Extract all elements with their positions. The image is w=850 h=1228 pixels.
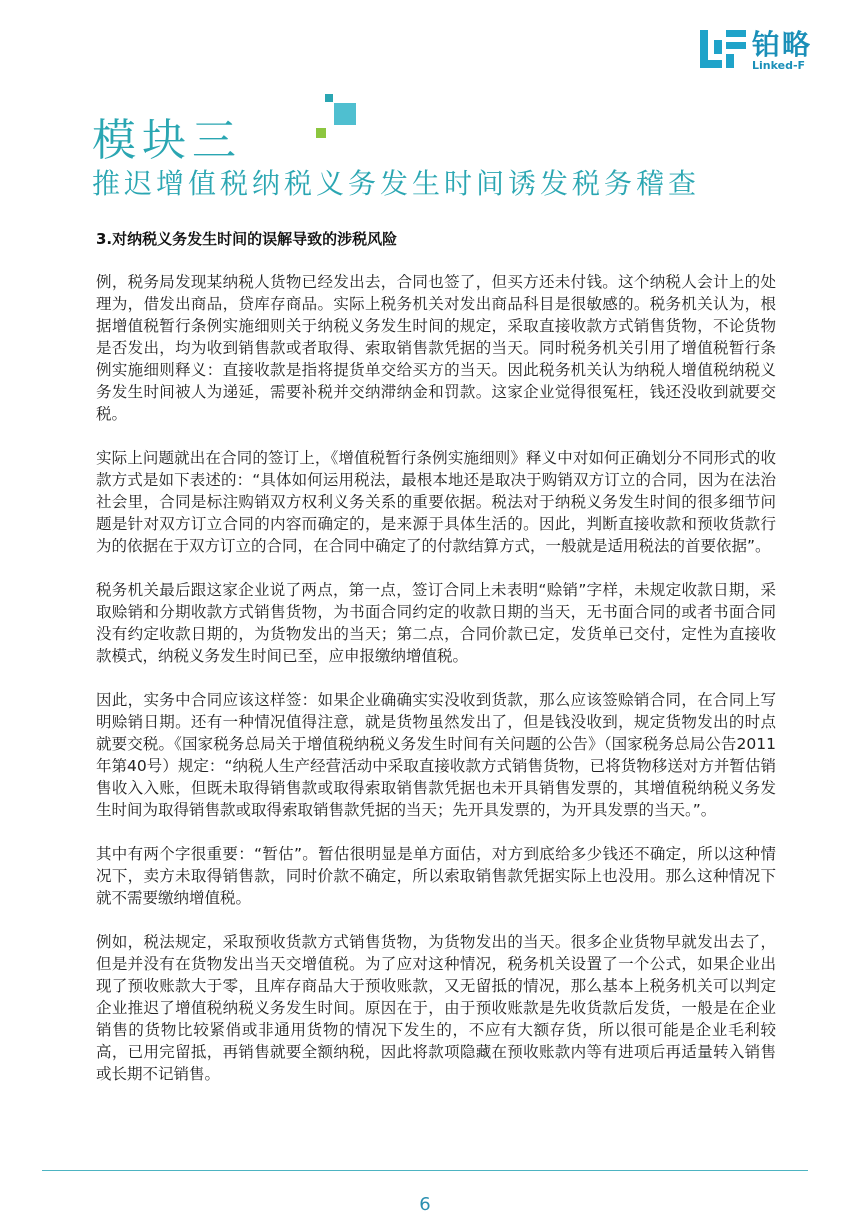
decor-square-small bbox=[325, 94, 333, 102]
logo-mark-icon bbox=[700, 30, 746, 72]
paragraph-4: 因此，实务中合同应该这样签：如果企业确确实实没收到货款，那么应该签赊销合同，在合同上写明赊销日期。还有一种情况值得注意，就是货物虽然发出了，但是钱没收到，规定货物发出的时点就要交税。《国家税务总局关于增值税纳税义务发生时间有关问题的公告》（国家税务总局公告2011年第40号）规定：“纳税人生产经营活动中采取直接收款方式销售货物，已将货物移送对方并暂估销售收入入账，但既未取得销售款或取得索取销售款凭据也未开具销售发票的，其增值税纳税义务发生时间为取得销售款或取得索取销售款凭据的当天；先开具发票的，为开具发票的当天。”。 bbox=[96, 691, 776, 819]
logo-chinese-name: 铂略 bbox=[751, 28, 812, 61]
decor-square-large bbox=[334, 103, 356, 125]
module-subtitle: 推迟增值税纳税义务发生时间诱发税务稽查 bbox=[92, 167, 701, 200]
paragraph-2: 实际上问题就出在合同的签订上，《增值税暂行条例实施细则》释义中对如何正确划分不同形式的收款方式是如下表述的：“具体如何运用税法，最根本地还是取决于购销双方订立的合同，因为在法治社会里，合同是标注购销双方权利义务关系的重要依据。税法对于纳税义务发生时间的很多细节问题是针对双方订立合同的内容而确定的，是来源于具体生活的。因此，判断直接收款和预收货款行为的依据在于双方订立的合同，在合同中确定了的付款结算方式，一般就是适用税法的首要依据”。 bbox=[96, 449, 776, 555]
paragraph-1: 例，税务局发现某纳税人货物已经发出去，合同也签了，但买方还未付钱。这个纳税人会计上的处理为，借发出商品，贷库存商品。实际上税务机关对发出商品科目是很敏感的。税务机关认为，根据增值税暂行条例实施细则关于纳税义务发生时间的规定，采取直接收款方式销售货物，不论货物是否发出，均为收到销售款或者取得、索取销售款凭据的当天。同时税务机关引用了增值税暂行条例实施细则释义：直接收款是指将提货单交给买方的当天。因此税务机关认为纳税人增值税纳税义务发生时间被人为递延，需要补税并交纳滞纳金和罚款。这家企业觉得很冤枉，钱还没收到就要交税。 bbox=[96, 273, 776, 423]
module-title: 模块三 bbox=[92, 115, 242, 166]
paragraph-3: 税务机关最后跟这家企业说了两点，第一点，签订合同上未表明“赊销”字样，未规定收款日期，采取赊销和分期收款方式销售货物，为书面合同约定的收款日期的当天，无书面合同的或者书面合同没有约定收款日期的，为货物发出的当天；第二点，合同价款已定，发货单已交付，定性为直接收款模式，纳税义务发生时间已至，应申报缴纳增值税。 bbox=[96, 581, 776, 665]
paragraph-5: 其中有两个字很重要：“暂估”。暂估很明显是单方面估，对方到底给多少钱还不确定，所以这种情况下，卖方未取得销售款，同时价款不确定，所以索取销售款凭据实际上也没用。那么这种情况下就不需要缴纳增值税。 bbox=[96, 845, 776, 907]
section-heading: 3.对纳税义务发生时间的误解导致的涉税风险 bbox=[96, 230, 398, 248]
decor-square-green bbox=[316, 128, 326, 138]
logo-english-name: Linked-F bbox=[751, 59, 806, 72]
page-number: 6 bbox=[419, 1194, 431, 1215]
footer-divider bbox=[42, 1170, 808, 1171]
paragraph-6: 例如，税法规定，采取预收货款方式销售货物，为货物发出的当天。很多企业货物早就发出去了，但是并没有在货物发出当天交增值税。为了应对这种情况，税务机关设置了一个公式，如果企业出现了预收账款大于零，且库存商品大于预收账款，又无留抵的情况，那么基本上税务机关可以判定企业推迟了增值税纳税义务发生时间。原因在于，由于预收账款是先收货款后发货，一般是在企业销售的货物比较紧俏或非通用货物的情况下发生的，不应有大额存货，所以很可能是企业毛利较高，已用完留抵，再销售就要全额纳税，因此将款项隐藏在预收账款内等有进项后再适量转入销售或长期不记销售。 bbox=[96, 933, 776, 1083]
document-body bbox=[96, 228, 776, 1107]
brand-logo bbox=[700, 30, 812, 72]
